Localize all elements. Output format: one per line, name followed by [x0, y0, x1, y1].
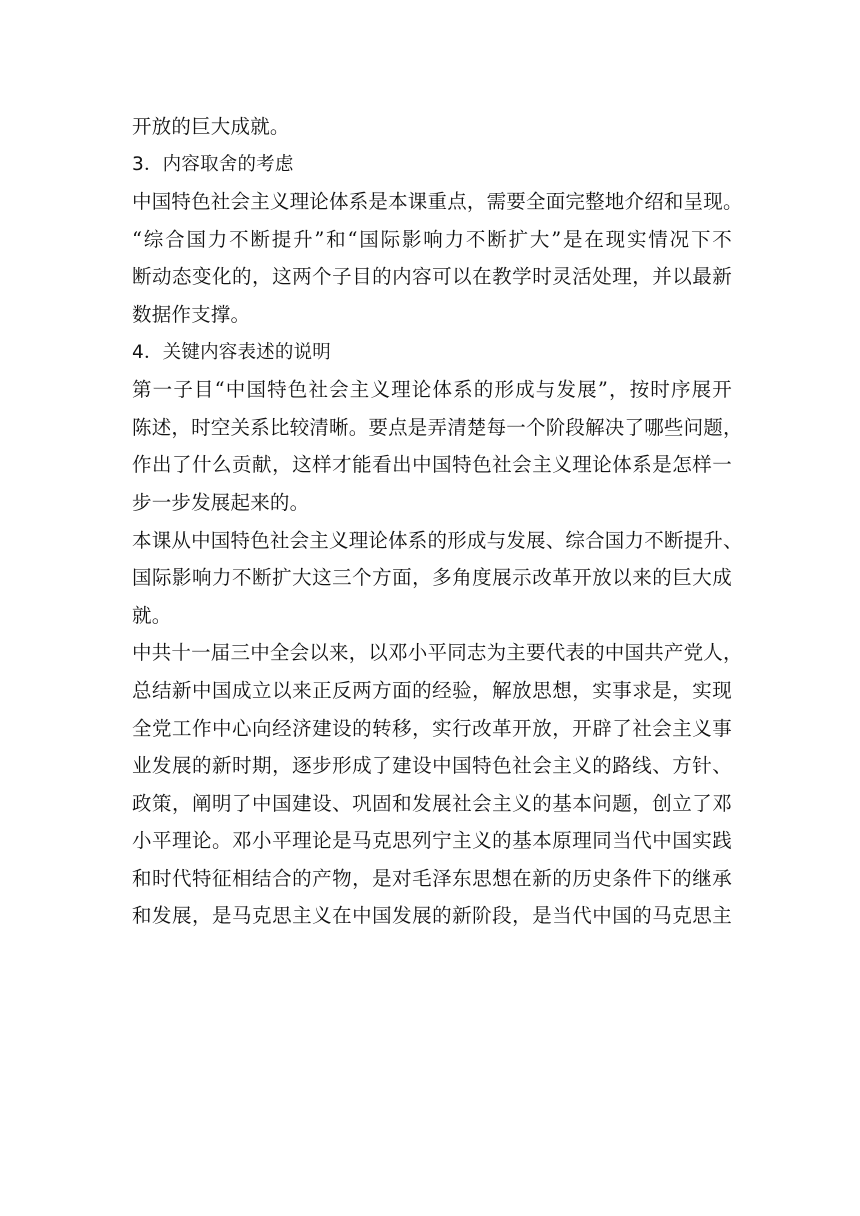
text-line: 总结新中国成立以来正反两方面的经验，解放思想，实事求是，实现: [132, 678, 732, 702]
text-line: 第一子目“中国特色社会主义理论体系的形成与发展”，按时序展开: [132, 378, 732, 402]
text-line: 政策，阐明了中国建设、巩固和发展社会主义的基本问题，创立了邓: [132, 791, 732, 815]
text-line: 陈述，时空关系比较清晰。要点是弄清楚每一个阶段解决了哪些问题，: [132, 415, 743, 439]
text-line: 开放的巨大成就。: [132, 115, 290, 138]
text-line: 就。: [132, 603, 172, 627]
text-line: 中共十一届三中全会以来，以邓小平同志为主要代表的中国共产党人，: [132, 641, 743, 665]
text-line: 国际影响力不断扩大这三个方面，多角度展示改革开放以来的巨大成: [132, 566, 732, 590]
document-body: [132, 108, 742, 935]
text-line: 业发展的新时期，逐步形成了建设中国特色社会主义的路线、方针、: [132, 754, 732, 778]
text-line: 作出了什么贡献，这样才能看出中国特色社会主义理论体系是怎样一: [132, 453, 732, 477]
section-heading: 4．关键内容表述的说明: [132, 341, 331, 363]
section-heading: 3．内容取舍的考虑: [132, 153, 294, 175]
text-line: 小平理论。邓小平理论是马克思列宁主义的基本原理同当代中国实践: [132, 829, 732, 853]
text-line: 步一步发展起来的。: [132, 490, 310, 514]
text-line: 全党工作中心向经济建设的转移，实行改革开放，开辟了社会主义事: [132, 716, 732, 740]
text-line: “综合国力不断提升”和“国际影响力不断扩大”是在现实情况下不: [132, 227, 732, 251]
text-line: 数据作支撑。: [132, 302, 251, 326]
text-line: 和发展，是马克思主义在中国发展的新阶段，是当代中国的马克思主: [132, 904, 732, 928]
text-line: 和时代特征相结合的产物，是对毛泽东思想在新的历史条件下的继承: [132, 866, 732, 890]
text-line: 中国特色社会主义理论体系是本课重点，需要全面完整地介绍和呈现。: [132, 190, 743, 214]
text-line: 断动态变化的，这两个子目的内容可以在教学时灵活处理，并以最新: [132, 265, 732, 289]
text-line: 本课从中国特色社会主义理论体系的形成与发展、综合国力不断提升、: [132, 528, 743, 552]
